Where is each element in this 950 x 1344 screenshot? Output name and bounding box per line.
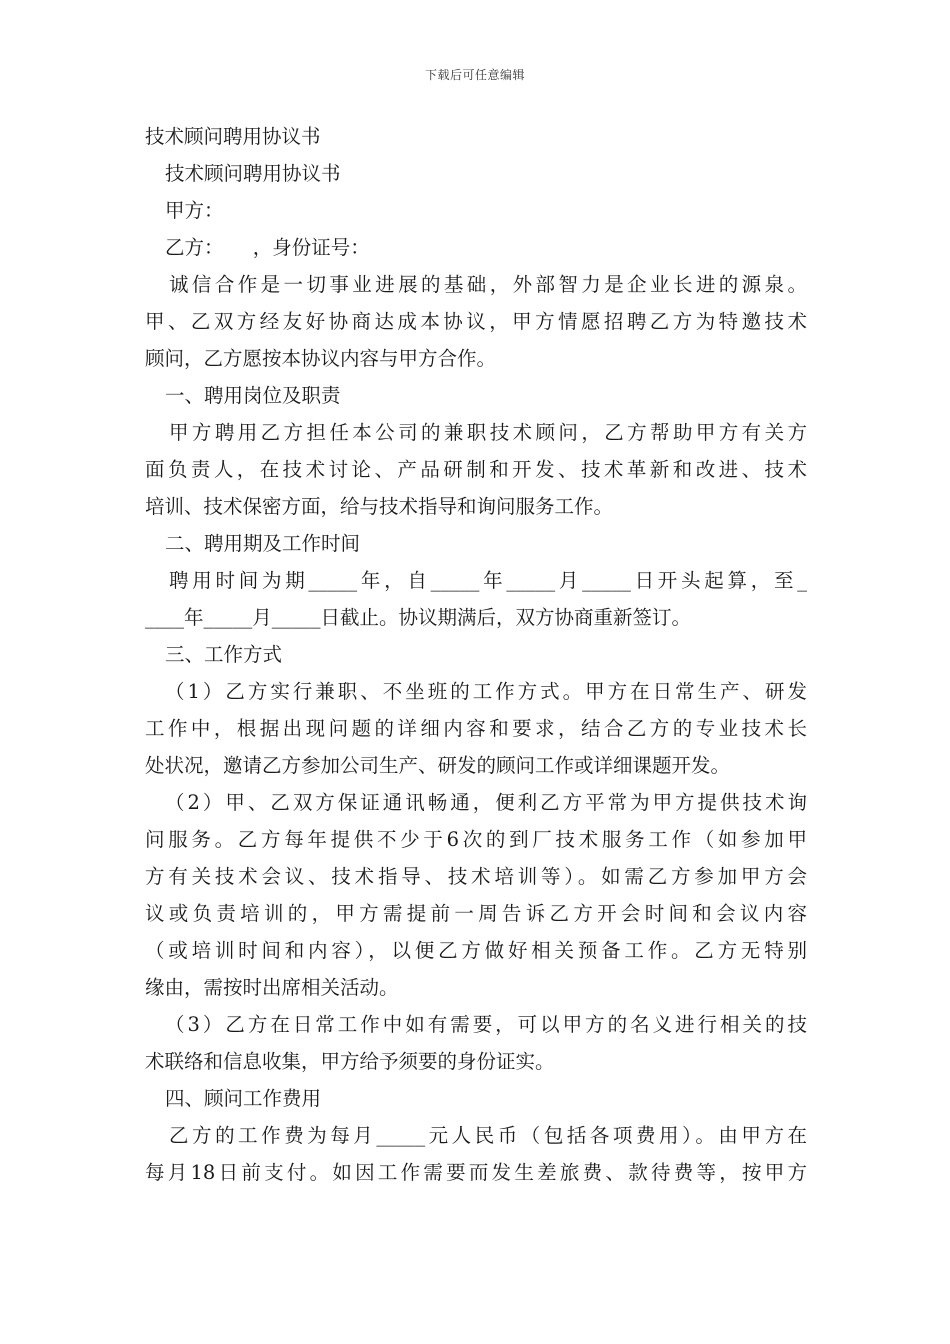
section-heading: 一、聘用岗位及职责 [165, 384, 341, 407]
section-3-item-2-line: 缘由，需按时出席相关活动。 [145, 976, 399, 999]
party-b-line: 乙方： ，身份证号： [165, 236, 370, 259]
document-subtitle: 技术顾问聘用协议书 [165, 162, 341, 185]
intro-paragraph-line: 诚信合作是一切事业进展的基础，外部智力是企业长进的源泉。 [169, 273, 807, 296]
section-3-item-2-line: （或培训时间和内容），以便乙方做好相关预备工作。乙方无特别 [145, 939, 807, 962]
section-heading: 四、顾问工作费用 [165, 1087, 322, 1110]
section-3-item-1-line: 处状况，邀请乙方参加公司生产、研发的顾问工作或详细课题开发。 [145, 754, 731, 777]
section-1-paragraph-line: 面负责人，在技术讨论、产品研制和开发、技术革新和改进、技术 [145, 458, 807, 481]
section-3-item-2-line: 议或负责培训的，甲方需提前一周告诉乙方开会时间和会议内容 [145, 902, 807, 925]
section-1-paragraph-line: 甲方聘用乙方担任本公司的兼职技术顾问，乙方帮助甲方有关方 [169, 421, 807, 444]
section-heading: 二、聘用期及工作时间 [165, 532, 361, 555]
section-2-paragraph-line: ____年_____月_____日截止。协议期满后，双方协商重新签订。 [145, 606, 692, 629]
intro-paragraph-line: 顾问，乙方愿按本协议内容与甲方合作。 [145, 347, 497, 370]
section-2-paragraph-line: 聘用时间为期_____年，自_____年_____月_____日开头起算，至_ [169, 569, 807, 592]
section-heading: 三、工作方式 [165, 643, 283, 666]
section-3-item-2-line: 方有关技术会议、技术指导、技术培训等）。如需乙方参加甲方会 [145, 865, 807, 888]
section-4-paragraph-line: 每月18日前支付。如因工作需要而发生差旅费、款待费等，按甲方 [145, 1161, 807, 1184]
section-4-paragraph-line: 乙方的工作费为每月_____元人民币（包括各项费用）。由甲方在 [169, 1124, 807, 1147]
section-3-item-2-line: （2）甲、乙双方保证通讯畅通，便利乙方平常为甲方提供技术询 [165, 791, 807, 814]
page-header: 下载后可任意编辑 [424, 68, 525, 82]
party-a-line: 甲方： [165, 199, 224, 222]
document-title: 技术顾问聘用协议书 [145, 125, 321, 148]
section-3-item-1-line: 工作中，根据出现问题的详细内容和要求，结合乙方的专业技术长 [145, 717, 807, 740]
section-1-paragraph-line: 培训、技术保密方面，给与技术指导和询问服务工作。 [145, 495, 614, 518]
section-3-item-2-line: 问服务。乙方每年提供不少于6次的到厂技术服务工作（如参加甲 [145, 828, 807, 851]
section-3-item-1-line: （1）乙方实行兼职、不坐班的工作方式。甲方在日常生产、研发 [165, 680, 807, 703]
section-3-item-3-line: （3）乙方在日常工作中如有需要，可以甲方的名义进行相关的技 [165, 1013, 807, 1036]
document-body [145, 118, 807, 1191]
section-3-item-3-line: 术联络和信息收集，甲方给予须要的身份证实。 [145, 1050, 555, 1073]
intro-paragraph-line: 甲、乙双方经友好协商达成本协议，甲方情愿招聘乙方为特邀技术 [145, 310, 807, 333]
